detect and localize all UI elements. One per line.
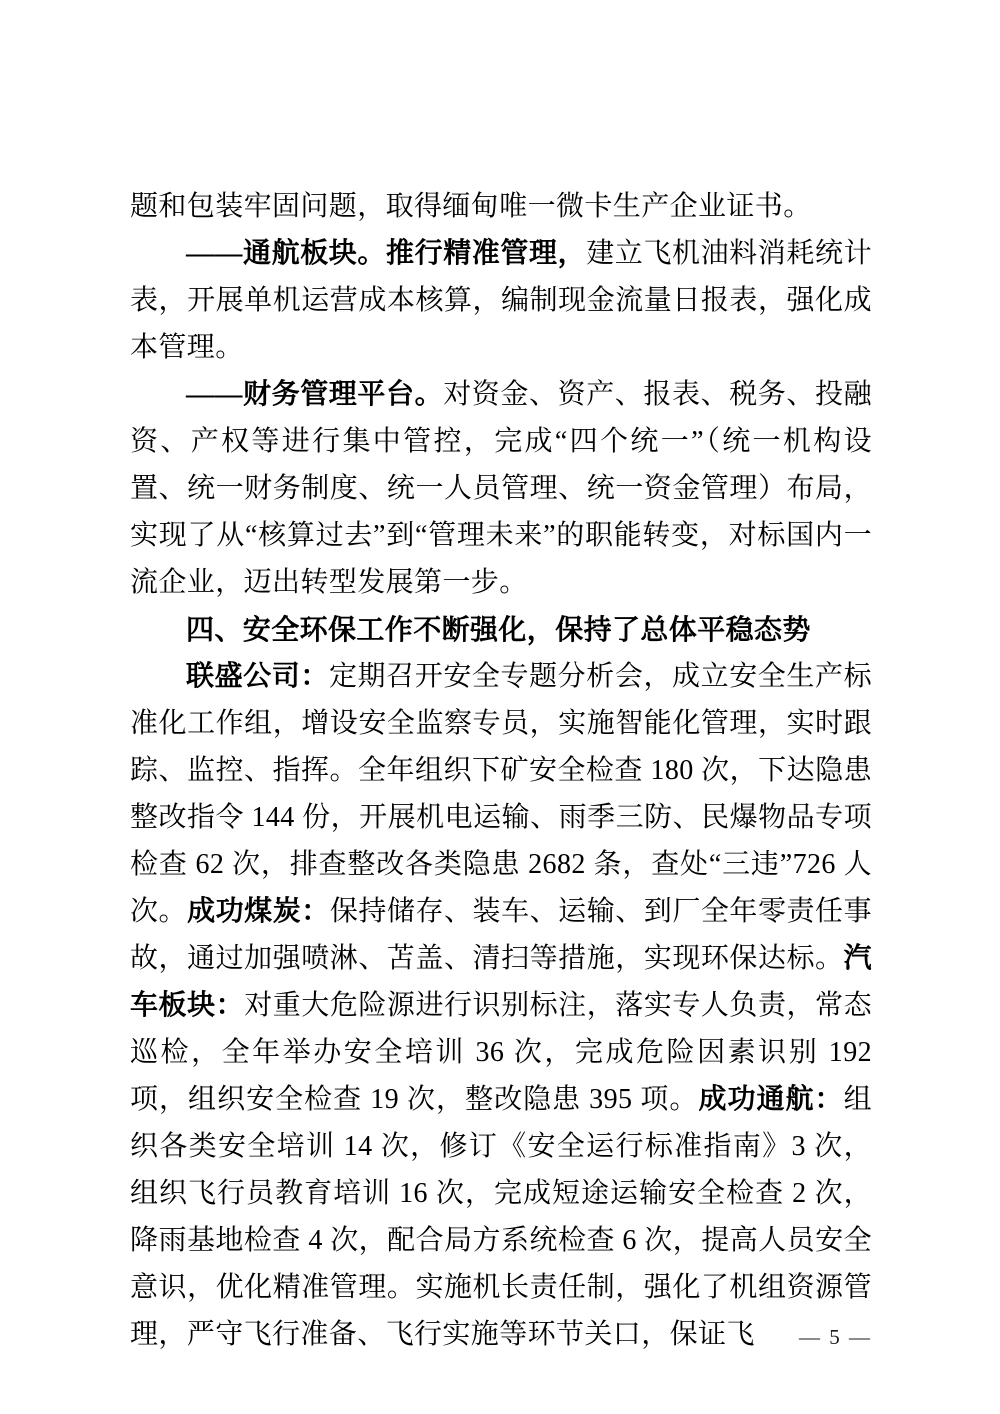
paragraph <box>130 183 872 230</box>
page-number: — 5 — <box>799 1325 872 1349</box>
bold-text-run: 成功通航： <box>698 1084 844 1115</box>
paragraph <box>130 653 872 1358</box>
text-run: 对重大危险源进行识别标注，落实专人负责，常态巡检，全年举办安全培训 36 次，完成危险因素识别 192 项，组织安全检查 19 次，整改隐患 395 项。 <box>130 990 872 1115</box>
page-footer <box>130 1322 872 1352</box>
paragraph <box>130 371 872 606</box>
text-run: 对资金、资产、报表、税务、投融资、产权等进行集中管控，完成“四个统一”（统一机构设置、统一财务制度、统一人员管理、统一资金管理）布局，实现了从“核算过去”到“管理未来”的职能转变，对标国内一流企业，迈出转型发展第一步。 <box>130 379 872 598</box>
bold-text-run: ——通航板块。推行精准管理， <box>186 238 587 269</box>
text-run: 保持储存、装车、运输、到厂全年零责任事故，通过加强喷淋、苫盖、清扫等措施，实现环保达标。 <box>130 896 872 974</box>
bold-text-run: 成功煤炭： <box>187 896 330 927</box>
text-run: 定期召开安全专题分析会，成立安全生产标准化工作组，增设安全监察专员，实施智能化管理，实时跟踪、监控、指挥。全年组织下矿安全检查 180 次，下达隐患整改指令 144 份，开展机电运输、雨季三防、民爆物品专项检查 62 次，排查整改各类隐患 2682 条，查处“三违”726 人次。 <box>130 661 872 927</box>
bold-text-run: 四、安全环保工作不断强化，保持了总体平稳态势 <box>186 614 811 645</box>
text-run: 组织各类安全培训 14 次，修订《安全运行标准指南》3 次，组织飞行员教育培训 16 次，完成短途运输安全检查 2 次，降雨基地检查 4 次，配合局方系统检查 6 次，提高人员安全意识，优化精准管理。实施机长责任制，强化了机组资源管理，严守飞行准备、飞行实施等环节关口，保证飞 <box>130 1084 872 1350</box>
bold-text-run: ——财务管理平台。 <box>186 379 444 410</box>
section-heading <box>130 606 872 653</box>
bold-text-run: 联盛公司： <box>186 661 329 692</box>
text-run: 题和包装牢固问题，取得缅甸唯一微卡生产企业证书。 <box>130 191 812 222</box>
text-run: 建立飞机油料消耗统计表，开展单机运营成本核算，编制现金流量日报表，强化成本管理。 <box>130 238 872 363</box>
document-body <box>130 183 872 1358</box>
paragraph <box>130 230 872 371</box>
bold-text-run: 汽车板块： <box>130 943 872 1021</box>
